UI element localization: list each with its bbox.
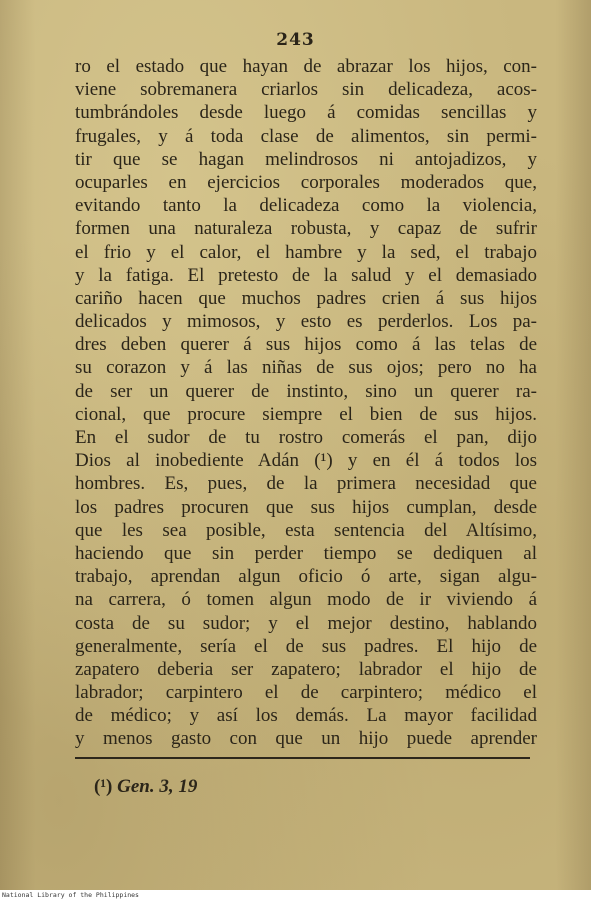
text-line: cional, que procure siempre el bien de sus hijos. bbox=[75, 403, 537, 425]
text-line: cariño hacen que muchos padres crien á sus hijos bbox=[75, 287, 537, 309]
text-line: su corazon y á las niñas de sus ojos; pero no ha bbox=[75, 357, 537, 379]
library-credit: National Library of the Philippines bbox=[2, 891, 139, 899]
footnote bbox=[94, 776, 197, 798]
page-number: 243 bbox=[276, 30, 315, 50]
text-line: ocuparles en ejercicios corporales moderados que, bbox=[75, 171, 537, 193]
text-line: hombres. Es, pues, de la primera necesidad que bbox=[75, 473, 537, 495]
text-line: tir que se hagan melindrosos ni antojadizos, y bbox=[75, 148, 537, 170]
text-line: haciendo que sin perder tiempo se dediquen al bbox=[75, 542, 537, 564]
footnote-marker: (¹) bbox=[94, 776, 113, 797]
text-line: generalmente, sería el de sus padres. El hijo de bbox=[75, 635, 537, 657]
footnote-reference: Gen. 3, 19 bbox=[117, 776, 198, 797]
text-line: que les sea posible, esta sentencia del Altísimo, bbox=[75, 519, 537, 541]
text-line: viene sobremanera criarlos sin delicadeza, acos- bbox=[75, 79, 537, 101]
text-line: ro el estado que hayan de abrazar los hijos, con- bbox=[75, 56, 537, 77]
text-line: labrador; carpintero el de carpintero; médico el bbox=[75, 682, 537, 704]
text-line: tumbrándoles desde luego á comidas sencillas y bbox=[75, 102, 537, 124]
text-line: Dios al inobediente Adán (¹) y en él á todos los bbox=[75, 450, 537, 472]
text-line: zapatero deberia ser zapatero; labrador el hijo de bbox=[75, 658, 537, 680]
text-line: trabajo, aprendan algun oficio ó arte, sigan algu- bbox=[75, 566, 537, 588]
text-line: el frio y el calor, el hambre y la sed, el trabajo bbox=[75, 241, 537, 263]
text-line: na carrera, ó tomen algun modo de ir viviendo á bbox=[75, 589, 537, 611]
text-line: de médico; y así los demás. La mayor facilidad bbox=[75, 705, 537, 727]
text-line: de ser un querer de instinto, sino un querer ra- bbox=[75, 380, 537, 402]
body-text bbox=[75, 55, 537, 751]
text-line: costa de su sudor; y el mejor destino, hablando bbox=[75, 612, 537, 634]
text-line: dres deben querer á sus hijos como á las telas de bbox=[75, 334, 537, 356]
text-line: y la fatiga. El pretesto de la salud y el demasiado bbox=[75, 264, 537, 286]
text-line: formen una naturaleza robusta, y capaz de sufrir bbox=[75, 218, 537, 240]
text-line: los padres procuren que sus hijos cumplan, desde bbox=[75, 496, 537, 518]
text-line: En el sudor de tu rostro comerás el pan, dijo bbox=[75, 427, 537, 448]
text-line: frugales, y á toda clase de alimentos, sin permi- bbox=[75, 125, 537, 147]
footnote-divider bbox=[75, 757, 530, 759]
text-line: y menos gasto con que un hijo puede aprender bbox=[75, 728, 537, 750]
text-line: evitando tanto la delicadeza como la violencia, bbox=[75, 195, 537, 217]
text-line: delicados y mimosos, y esto es perderlos. Los pa- bbox=[75, 311, 537, 333]
